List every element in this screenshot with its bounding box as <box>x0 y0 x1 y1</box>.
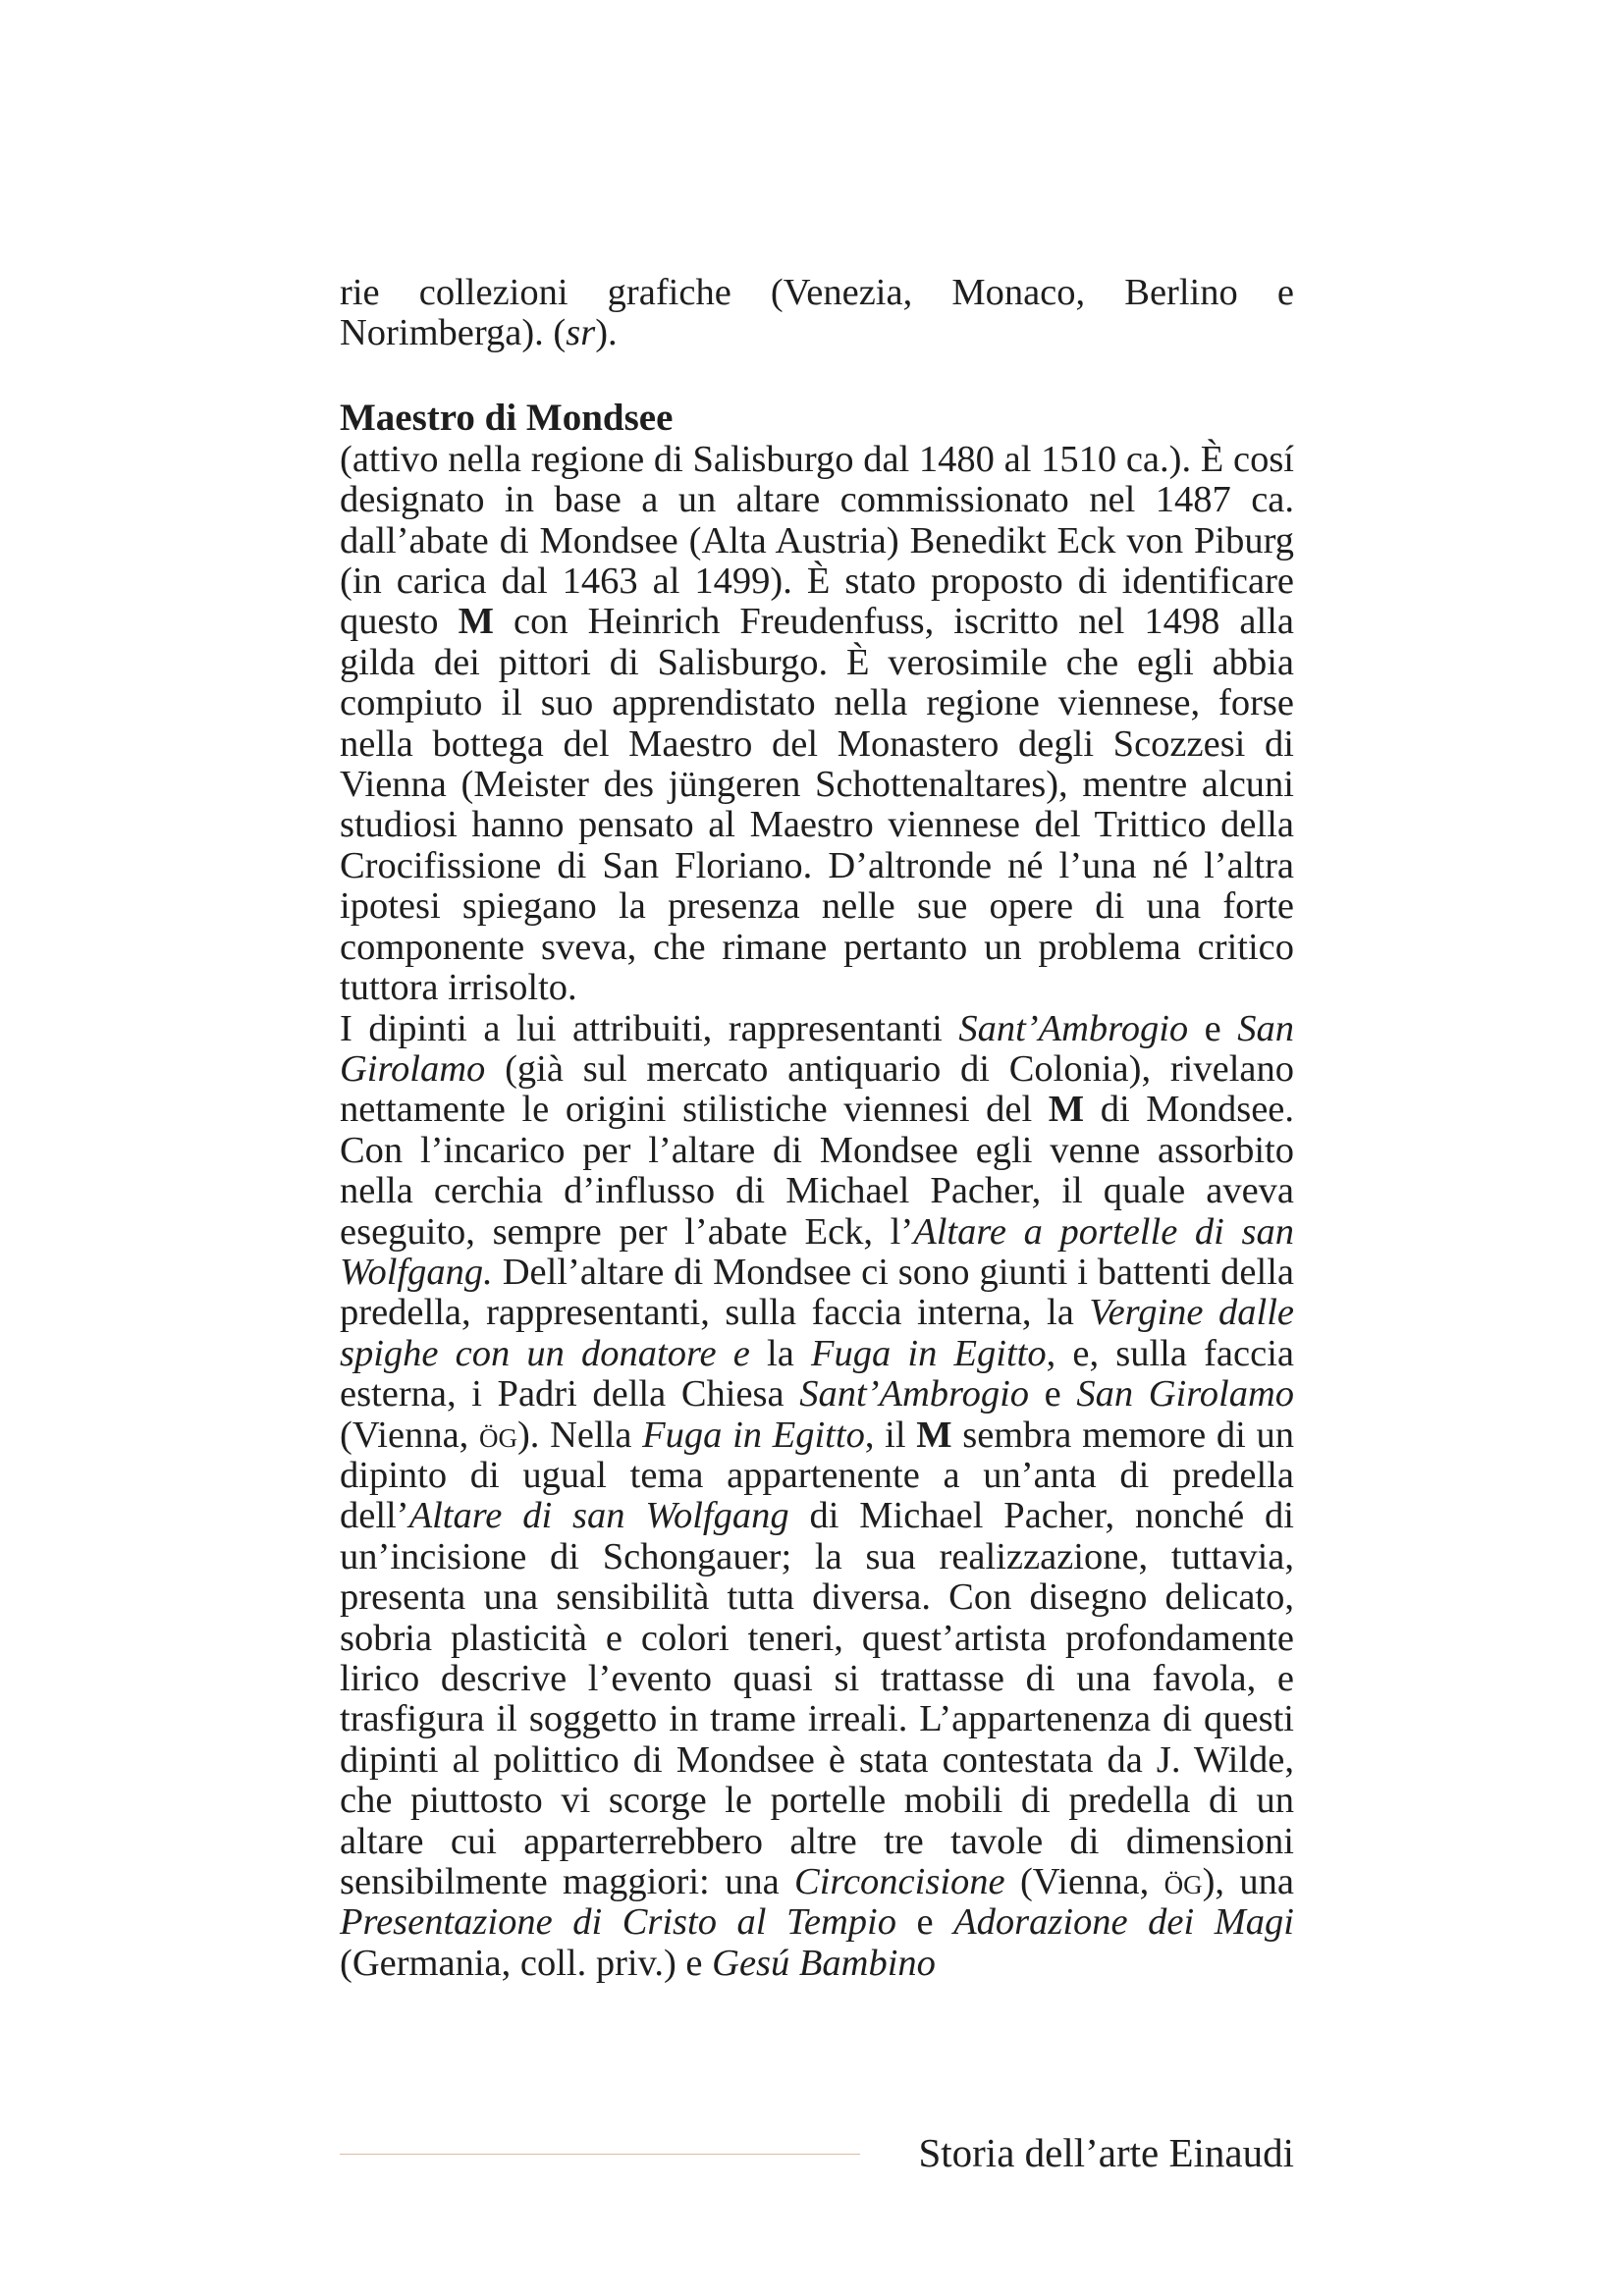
entry-paragraph-1 <box>340 440 1294 1009</box>
entry-text: e <box>895 1901 954 1944</box>
intro-text-end: ). <box>595 312 618 354</box>
entry-text: , il <box>864 1414 917 1456</box>
entry-text: ), una <box>1202 1861 1294 1903</box>
artwork-title: Vergine dalle spighe con un donatore e <box>340 1292 1294 1374</box>
artwork-title: Altare a portelle di san Wolfgang. <box>340 1210 1294 1293</box>
footer-publisher: Storia dell’arte Einaudi <box>918 2130 1294 2175</box>
entry-text: , e, sulla faccia esterna, i Padri della Chiesa <box>340 1332 1294 1415</box>
artwork-title: Gesú Bambino <box>712 1942 936 1984</box>
page-body <box>340 273 1294 1984</box>
entry-text: (attivo nella regione di Salisburgo dal 1480 al 1510 ca.). È cosí designato in base a un altare commissionato nel 1487 ca. dall’abate di Mondsee (Alta Austria) Benedikt Eck von Piburg (in carica dal 1463 al 1499). È stato proposto di identificare questo <box>340 438 1294 643</box>
artwork-title: Altare di san Wolfgang <box>408 1495 789 1537</box>
entry-text: ). Nella <box>516 1414 643 1456</box>
entry-text: (Vienna, <box>1004 1861 1164 1903</box>
entry-text: con Heinrich Freudenfuss, iscritto nel 1498 alla gilda dei pittori di Salisburgo. È verosimile che egli abbia compiuto il suo apprendistato nella regione viennese, forse nella bottega del Maestro del Monastero degli Scozzesi di Vienna (Meister des jüngeren Schottenaltares), mentre alcuni studiosi hanno pensato al Maestro viennese del Trittico della Crocifissione di San Floriano. D’altronde né l’una né l’altra ipotesi spiegano la presenza nelle sue opere di una forte componente sveva, che rimane pertanto un problema critico tuttora irrisolto. <box>340 601 1294 1009</box>
entry-heading: Maestro di Mondsee <box>340 396 674 439</box>
museum-abbreviation: ög <box>478 1414 517 1456</box>
entry-text: e <box>1029 1373 1077 1415</box>
master-abbreviation: M <box>916 1414 952 1456</box>
entry-text: e <box>1188 1007 1238 1049</box>
author-initials: sr <box>566 312 596 354</box>
entry-paragraph-2 <box>340 1009 1294 1985</box>
artwork-title: Sant’Ambrogio <box>958 1007 1189 1049</box>
artwork-title: Adorazione dei Magi <box>953 1901 1295 1944</box>
artwork-title: San Girolamo <box>1076 1373 1294 1415</box>
entry-text: I dipinti a lui attribuiti, rappresentanti <box>340 1007 959 1049</box>
artwork-title: Sant’Ambrogio <box>799 1373 1030 1415</box>
artwork-title: Fuga in Egitto <box>642 1414 865 1456</box>
master-abbreviation: M <box>458 601 494 643</box>
footer-rule <box>340 2154 860 2155</box>
entry-text: Dell’altare di Mondsee ci sono giunti i battenti della predella, rappresentanti, sulla faccia interna, la <box>340 1251 1294 1334</box>
entry-text: sembra memore di un dipinto di ugual tema appartenente a un’anta di predella dell’ <box>340 1414 1294 1537</box>
artwork-title: San Girolamo <box>340 1007 1294 1090</box>
artwork-title: Fuga in Egitto <box>810 1332 1047 1374</box>
entry-text: (già sul mercato antiquario di Colonia), rivelano nettamente le origini stilistiche viennesi del <box>340 1047 1294 1131</box>
entry-text: la <box>749 1332 811 1374</box>
artwork-title: Presentazione di Cristo al Tempio <box>340 1901 896 1944</box>
artwork-title: Circoncisione <box>794 1861 1005 1903</box>
intro-paragraph <box>340 273 1294 354</box>
entry-text: (Germania, coll. priv.) e <box>340 1942 713 1984</box>
master-abbreviation: M <box>1048 1089 1085 1131</box>
entry-text: di Michael Pacher, nonché di un’incisione di Schongauer; la sua realizzazione, tuttavia, presenta una sensibilità tutta diversa. Con disegno delicato, sobria plasticità e colori teneri, quest’artista profondamente lirico descrive l’evento quasi si trattasse di una favola, e trasfigura il soggetto in trame irreali. L’appartenenza di questi dipinti al polittico di Mondsee è stata contestata da J. Wilde, che piuttosto vi scorge le portelle mobili di predella di un altare cui apparterrebbero altre tre tavole di dimensioni sensibilmente maggiori: una <box>340 1495 1294 1903</box>
intro-text: rie collezioni grafiche (Venezia, Monaco, Berlino e Norimberga). ( <box>340 272 1294 354</box>
entry-text: (Vienna, <box>340 1414 479 1456</box>
museum-abbreviation: ög <box>1163 1861 1203 1903</box>
entry-text: di Mondsee. Con l’incarico per l’altare di Mondsee egli venne assorbito nella cerchia d’influsso di Michael Pacher, il quale aveva eseguito, sempre per l’abate Eck, l’ <box>340 1089 1294 1253</box>
